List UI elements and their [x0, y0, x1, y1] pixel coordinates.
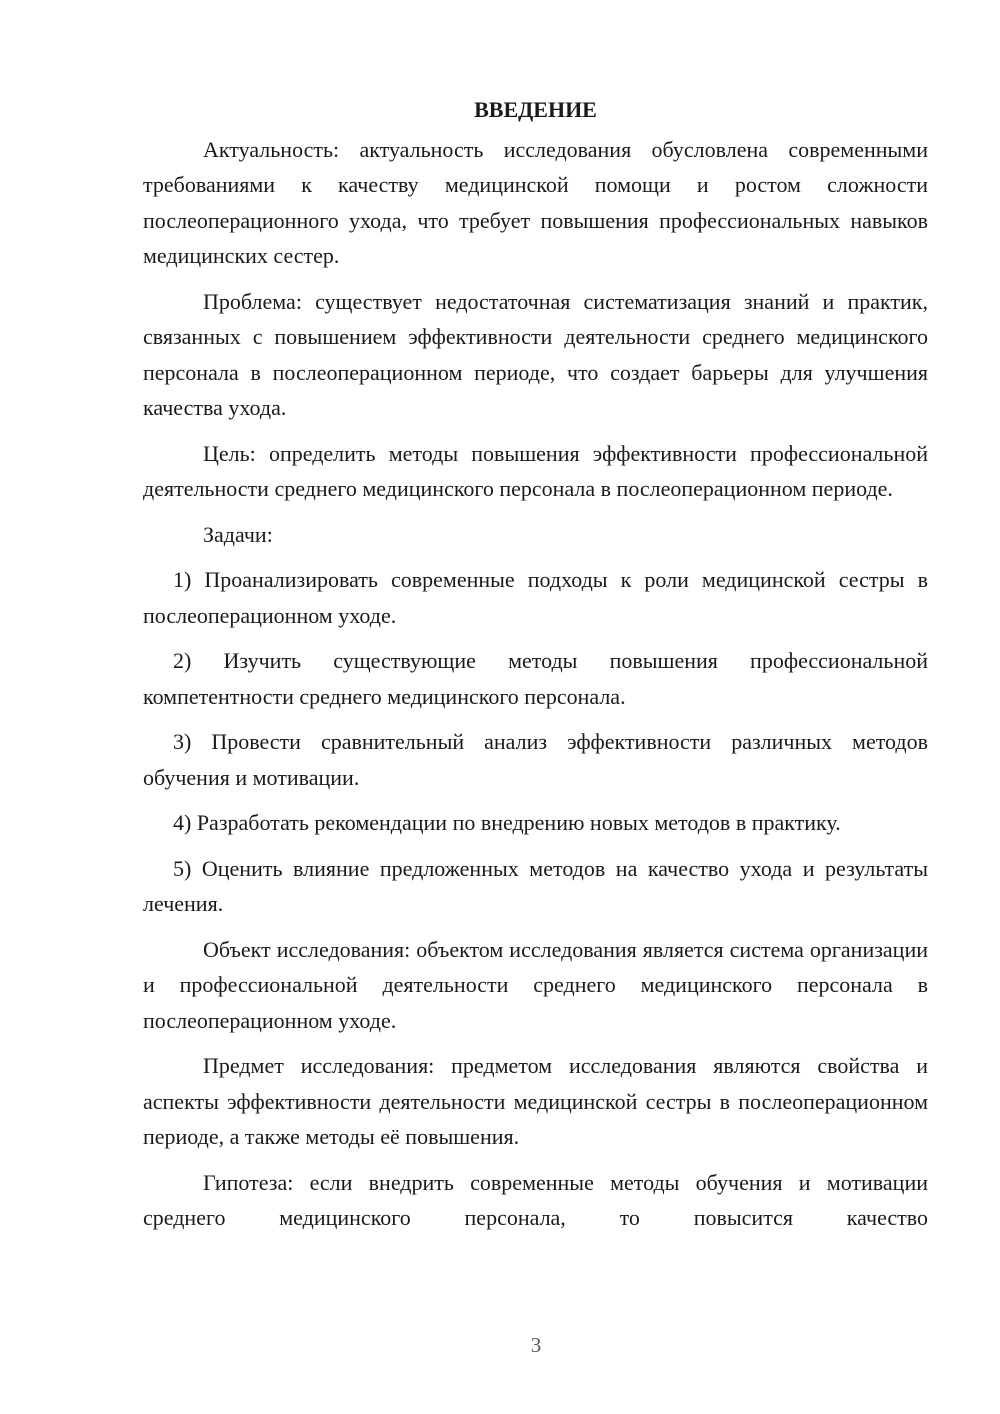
tasks-label: Задачи:: [203, 521, 273, 547]
task-item-3: 3) Провести сравнительный анализ эффективности различных методов обучения и мотивации.: [143, 729, 928, 790]
subject-paragraph: Предмет исследования: предметом исследования являются свойства и аспекты эффективности деятельности медицинской сестры в послеоперационном периоде, а также методы её повышения.: [143, 1053, 928, 1149]
task-item-2: 2) Изучить существующие методы повышения профессиональной компетентности среднего медицинского персонала.: [143, 648, 928, 709]
relevance-paragraph: Актуальность: актуальность исследования обусловлена современными требованиями к качеству медицинской помощи и ростом сложности послеоперационного ухода, что требует повышения профессиональных навыков медицинских сестер.: [143, 136, 928, 268]
page-content: [143, 92, 928, 1246]
goal-paragraph: Цель: определить методы повышения эффективности профессиональной деятельности среднего медицинского персонала в послеоперационном периоде.: [143, 440, 928, 501]
page-number: 3: [530, 1333, 542, 1357]
section-heading: ВВЕДЕНИЕ: [474, 97, 597, 122]
task-item-5: 5) Оценить влияние предложенных методов на качество ухода и результаты лечения.: [143, 855, 928, 916]
object-paragraph: Объект исследования: объектом исследования является система организации и профессиональной деятельности среднего медицинского персонала в послеоперационном уходе.: [143, 936, 928, 1033]
hypothesis-paragraph: Гипотеза: если внедрить современные методы обучения и мотивации среднего медицинского персонала, то повысится качество: [143, 1169, 928, 1230]
task-item-1: 1) Проанализировать современные подходы к роли медицинской сестры в послеоперационном уходе.: [143, 567, 928, 628]
task-item-4: 4) Разработать рекомендации по внедрению новых методов в практику.: [173, 810, 841, 835]
problem-paragraph: Проблема: существует недостаточная систематизация знаний и практик, связанных с повышением эффективности деятельности среднего медицинского персонала в послеоперационном периоде, что создает барьеры для улучшения качества ухода.: [143, 288, 928, 420]
